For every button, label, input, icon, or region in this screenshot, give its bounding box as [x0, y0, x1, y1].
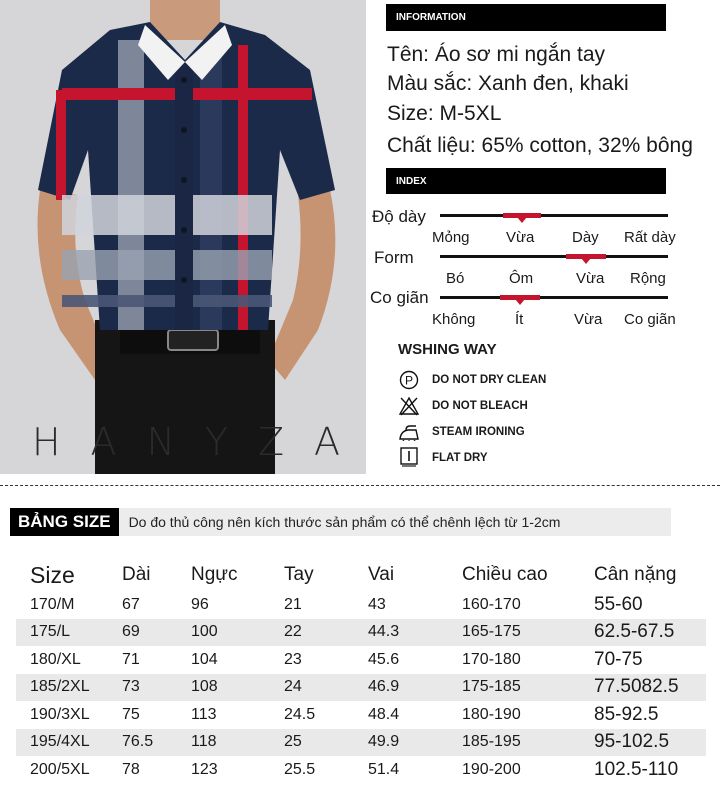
- column-header: Dài: [122, 564, 151, 585]
- column-header: Ngực: [191, 564, 238, 585]
- svg-text:P: P: [404, 373, 414, 388]
- wash-text: DO NOT DRY CLEAN: [432, 374, 547, 386]
- scale-label-thickness: Độ dày: [372, 207, 426, 226]
- table-cell: 76.5: [122, 733, 154, 751]
- table-cell: 73: [122, 678, 140, 696]
- shirt-illustration: [0, 0, 366, 474]
- table-cell: 175/L: [30, 623, 71, 641]
- scale-option: Co giãn: [624, 311, 676, 328]
- table-cell: 102.5-110: [594, 758, 679, 780]
- table-cell: 113: [191, 705, 217, 723]
- p-circle-icon: [398, 369, 420, 391]
- section-divider: [0, 485, 720, 486]
- watermark-letter: Z: [257, 420, 287, 464]
- table-row: [16, 646, 706, 674]
- info-material: Chất liệu: 65% cotton, 32% bông: [387, 134, 693, 157]
- info-name: Tên: Áo sơ mi ngắn tay: [387, 43, 606, 66]
- scale-track: [440, 255, 668, 258]
- table-cell: 71: [122, 650, 140, 668]
- table-cell: 45.6: [368, 650, 400, 668]
- table-cell: 123: [191, 760, 218, 778]
- table-cell: 175-185: [462, 678, 521, 696]
- table-cell: 49.9: [368, 733, 400, 751]
- column-header: Tay: [284, 564, 314, 585]
- table-row: [16, 701, 706, 729]
- no-bleach-icon: [398, 395, 420, 417]
- table-row: [16, 619, 706, 647]
- scale-option: Rộng: [630, 270, 666, 287]
- table-cell: 24.5: [284, 705, 316, 723]
- table-cell: 70-75: [594, 648, 643, 670]
- index-header: INDEX: [386, 168, 666, 194]
- brand-watermark: [32, 420, 342, 464]
- table-cell: 43: [368, 595, 386, 613]
- flat-dry-icon: [398, 447, 420, 469]
- table-cell: 190-200: [462, 760, 521, 778]
- wash-item-dry-clean: [398, 369, 546, 391]
- table-cell: 48.4: [368, 705, 400, 723]
- table-header-row: [16, 559, 706, 591]
- watermark-letter: A: [90, 420, 119, 464]
- table-cell: 85-92.5: [594, 703, 659, 725]
- wash-text: STEAM IRONING: [432, 426, 525, 438]
- scale-option: Ôm: [509, 270, 534, 287]
- watermark-letter: Y: [204, 420, 231, 464]
- table-cell: 62.5-67.5: [594, 621, 675, 643]
- table-cell: 95-102.5: [594, 731, 670, 753]
- table-body: [16, 591, 706, 784]
- table-cell: 24: [284, 678, 302, 696]
- scale-pointer-icon: [515, 299, 525, 305]
- wash-item-flat-dry: [398, 447, 488, 469]
- table-cell: 55-60: [594, 593, 643, 615]
- table-cell: 51.4: [368, 760, 400, 778]
- information-header: INFORMATION: [386, 4, 666, 31]
- scale-option: Mỏng: [432, 229, 470, 246]
- watermark-letter: H: [32, 420, 63, 464]
- info-color: Màu sắc: Xanh đen, khaki: [387, 72, 629, 95]
- table-cell: 67: [122, 595, 140, 613]
- column-header: Size: [30, 561, 75, 588]
- column-header: Chiều cao: [462, 564, 548, 585]
- iron-icon: [398, 421, 420, 443]
- table-cell: 185/2XL: [30, 678, 90, 696]
- table-cell: 46.9: [368, 678, 400, 696]
- scale-pointer-icon: [517, 217, 527, 223]
- table-cell: 170/M: [30, 595, 75, 613]
- scale-option: Vừa: [576, 270, 605, 287]
- info-size: Size: M-5XL: [387, 102, 502, 125]
- table-cell: 78: [122, 760, 140, 778]
- column-header: Cân nặng: [594, 564, 677, 585]
- scale-label-form: Form: [374, 248, 414, 267]
- washing-title: WSHING WAY: [398, 341, 497, 358]
- table-cell: 180/XL: [30, 650, 81, 668]
- table-cell: 108: [191, 678, 218, 696]
- scale-option: Vừa: [506, 229, 535, 246]
- table-cell: 200/5XL: [30, 760, 90, 778]
- table-cell: 195/4XL: [30, 733, 90, 751]
- scale-option: Vừa: [574, 311, 603, 328]
- watermark-letter: A: [313, 420, 342, 464]
- table-cell: 190/3XL: [30, 705, 90, 723]
- table-cell: 165-175: [462, 623, 521, 641]
- column-header: Vai: [368, 564, 395, 585]
- table-cell: 96: [191, 595, 209, 613]
- size-chart-badge: BẢNG SIZE: [10, 508, 119, 536]
- scale-option: Không: [432, 311, 476, 328]
- scale-option: Dày: [572, 229, 599, 246]
- table-cell: 69: [122, 623, 140, 641]
- scale-label-stretch: Co giãn: [370, 288, 429, 307]
- size-chart-header: [10, 508, 671, 536]
- watermark-letter: N: [146, 420, 177, 464]
- table-cell: 185-195: [462, 733, 521, 751]
- scale-track: [440, 214, 668, 217]
- scale-track: [440, 296, 668, 299]
- wash-item-bleach: [398, 395, 528, 417]
- wash-text: FLAT DRY: [432, 452, 488, 464]
- wash-item-ironing: [398, 421, 525, 443]
- scale-option: Ít: [515, 311, 524, 328]
- table-cell: 25.5: [284, 760, 316, 778]
- table-cell: 25: [284, 733, 302, 751]
- table-cell: 104: [191, 650, 218, 668]
- table-cell: 180-190: [462, 705, 521, 723]
- table-row: [16, 591, 706, 619]
- scale-option: Rất dày: [624, 229, 676, 246]
- wash-text: DO NOT BLEACH: [432, 400, 528, 412]
- table-row: [16, 756, 706, 784]
- table-cell: 75: [122, 705, 140, 723]
- table-row: [16, 674, 706, 702]
- table-cell: 170-180: [462, 650, 521, 668]
- table-cell: 160-170: [462, 595, 521, 613]
- table-cell: 44.3: [368, 623, 400, 641]
- scale-pointer-icon: [581, 258, 591, 264]
- table-cell: 77.5082.5: [594, 676, 679, 698]
- table-cell: 21: [284, 595, 302, 613]
- scale-option: Bó: [446, 270, 465, 287]
- table-cell: 100: [191, 623, 218, 641]
- size-chart-note: Do đo thủ công nên kích thước sản phẩm có thể chênh lệch từ 1-2cm: [128, 514, 561, 530]
- table-cell: 23: [284, 650, 302, 668]
- table-cell: 22: [284, 623, 302, 641]
- product-photo: [0, 0, 366, 474]
- size-table: [16, 559, 706, 784]
- table-cell: 118: [191, 733, 217, 751]
- table-row: [16, 729, 706, 757]
